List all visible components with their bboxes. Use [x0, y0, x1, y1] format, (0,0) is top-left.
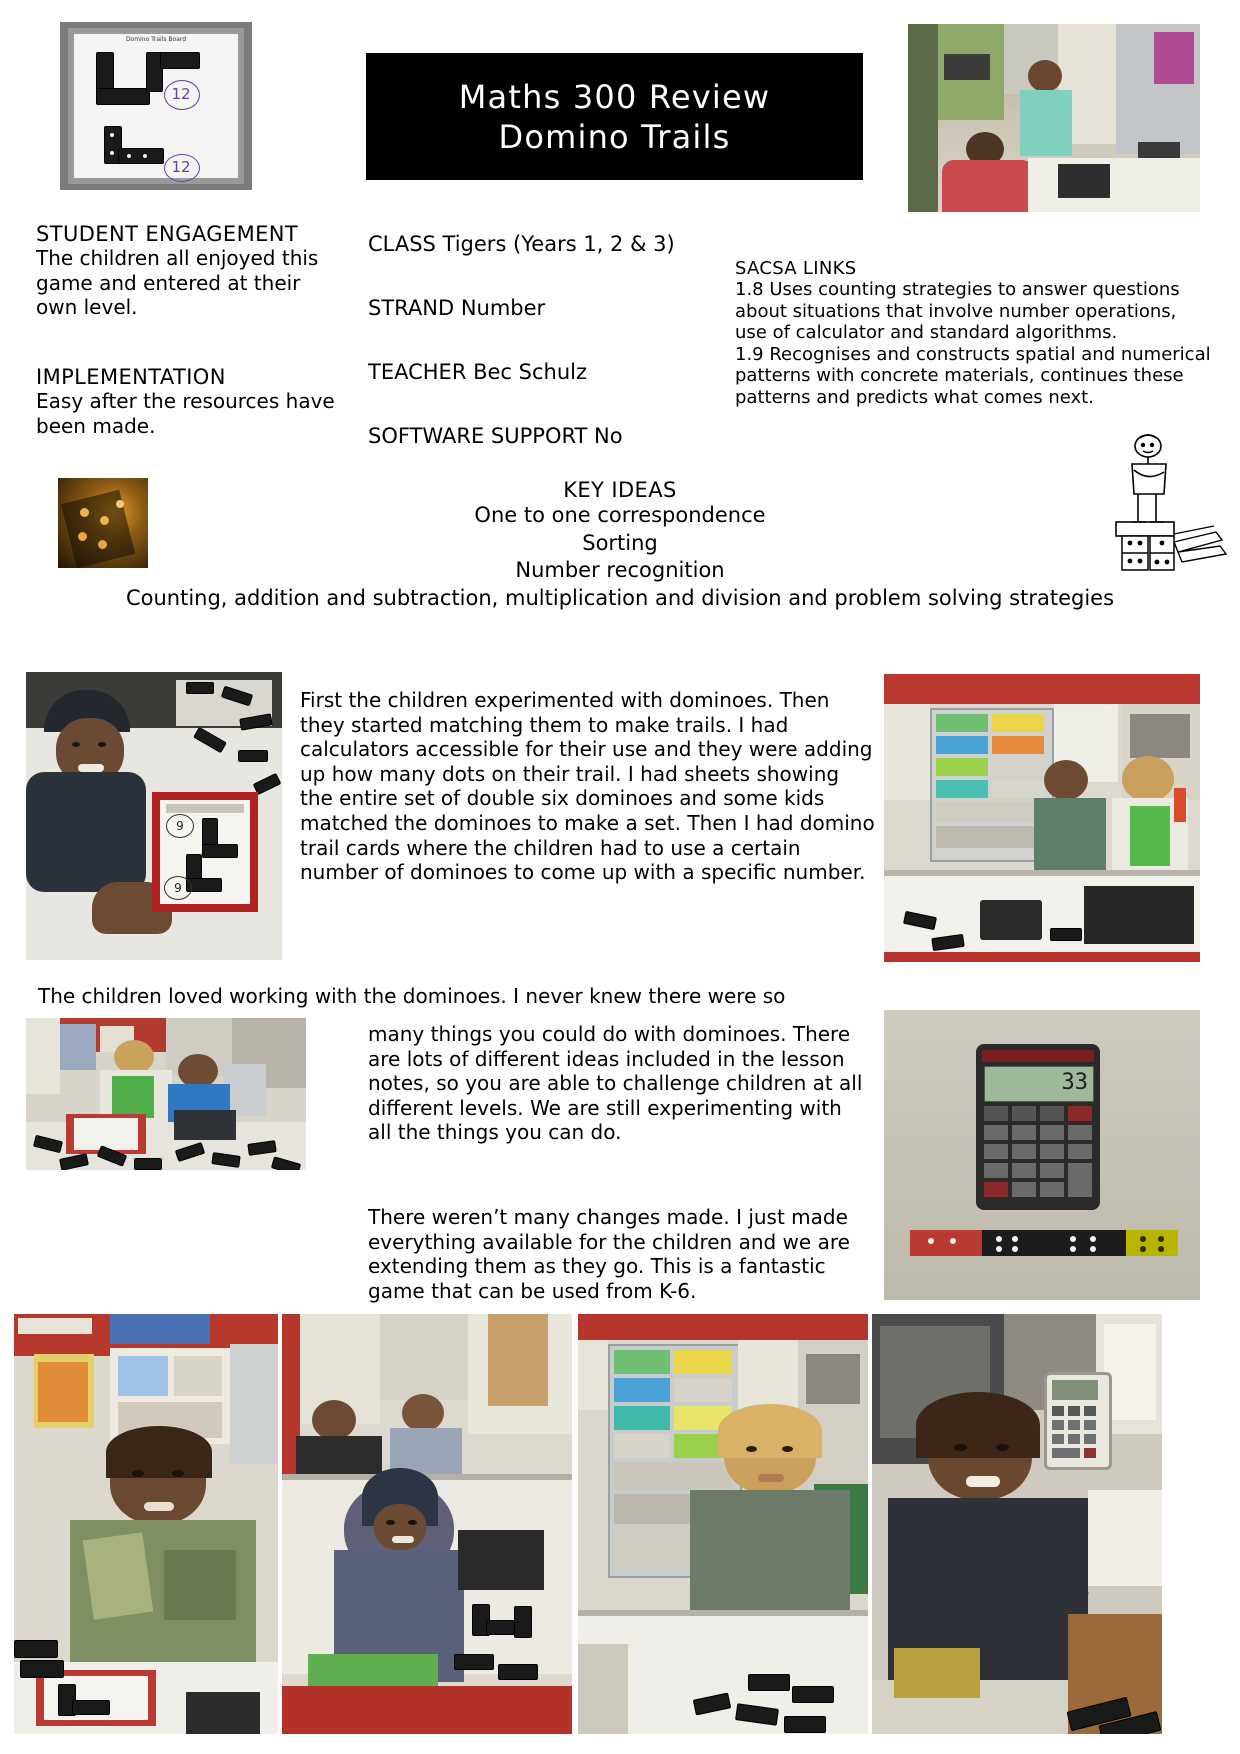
key-idea-4: Counting, addition and subtraction, multiplication and division and problem solving strategies [125, 586, 1115, 611]
student-engagement-heading: STUDENT ENGAGEMENT [36, 222, 299, 246]
student-engagement-block [36, 222, 336, 320]
calculator-display-value: 33 [1061, 1070, 1088, 1095]
cartoon-man-on-dominoes-icon [1110, 430, 1228, 575]
two-boys-at-table-photo [884, 674, 1200, 962]
narrative-paragraph-2-lead: The children loved working with the dominoes. I never knew there were so [38, 984, 786, 1008]
sacsa-links-block [735, 258, 1213, 409]
key-ideas-block [90, 478, 1150, 613]
domino-trail-worksheet-photo [60, 22, 252, 190]
sacsa-links-heading: SACSA LINKS [735, 258, 857, 279]
bottom-photo-boy-grey-shirt [578, 1314, 868, 1734]
sacsa-item-1: 1.8 Uses counting strategies to answer questions about situations that involve number operations, use of calculator and standard algorithms. [735, 279, 1180, 344]
two-students-sorting-dominoes-photo [26, 1018, 306, 1170]
student-with-trail-card-photo [26, 672, 282, 960]
narrative-paragraph-3: There weren’t many changes made. I just made everything available for the children and we are extending them as they go. This is a fantastic game that can be used from K-6. [368, 1205, 850, 1303]
trail-card-label-bottom: 9 [164, 876, 192, 900]
poster-title-line-1: Maths 300 Review [458, 77, 771, 116]
poster-title-banner [366, 53, 863, 180]
bottom-photo-boy-green-shirt [14, 1314, 278, 1734]
bottom-photo-boy-holding-calculator [872, 1314, 1162, 1734]
narrative-paragraph-2-rest: many things you could do with dominoes. There are lots of different ideas included in the lesson notes, so you are able to challenge children at all different levels. We are still experimenting with all the things you can do. [368, 1022, 863, 1145]
narrative-paragraph-1: First the children experimented with dominoes. Then they started matching them to make trails. I had calculators accessible for their use and they were adding up how many dots on their trail. I had sheets showing the entire set of double six dominoes and some kids matched the dominoes to make a set. Then I had domino trail cards where the children had to use a certain number of dominoes to come up with a specific number. [300, 688, 875, 885]
software-support-line: SOFTWARE SUPPORT No [368, 424, 623, 448]
worksheet-label-top: 12 [171, 85, 191, 103]
worksheet-label-bottom: 12 [171, 158, 191, 176]
calculator-and-dominoes-photo [884, 1010, 1200, 1300]
trail-card-label-top: 9 [166, 814, 194, 838]
class-line: CLASS Tigers (Years 1, 2 & 3) [368, 232, 675, 256]
strand-line: STRAND Number [368, 296, 546, 320]
bottom-photo-girls-at-table [282, 1314, 572, 1734]
classroom-two-students-photo [908, 24, 1200, 212]
teacher-line: TEACHER Bec Schulz [368, 360, 587, 384]
key-idea-3: Number recognition [515, 558, 725, 583]
worksheet-caption: Domino Trails Board [125, 36, 187, 43]
student-engagement-text: The children all enjoyed this game and entered at their own level. [36, 246, 319, 320]
sacsa-item-2: 1.9 Recognises and constructs spatial and numerical patterns with concrete materials, continues these patterns and predicts what comes next. [735, 343, 1211, 408]
implementation-text: Easy after the resources have been made. [36, 389, 335, 438]
key-ideas-heading: KEY IDEAS [563, 478, 677, 502]
key-idea-1: One to one correspondence [474, 503, 766, 527]
implementation-heading: IMPLEMENTATION [36, 365, 226, 389]
key-idea-2: Sorting [582, 530, 658, 555]
poster-title-line-2: Domino Trails [498, 117, 731, 156]
implementation-block [36, 365, 341, 438]
